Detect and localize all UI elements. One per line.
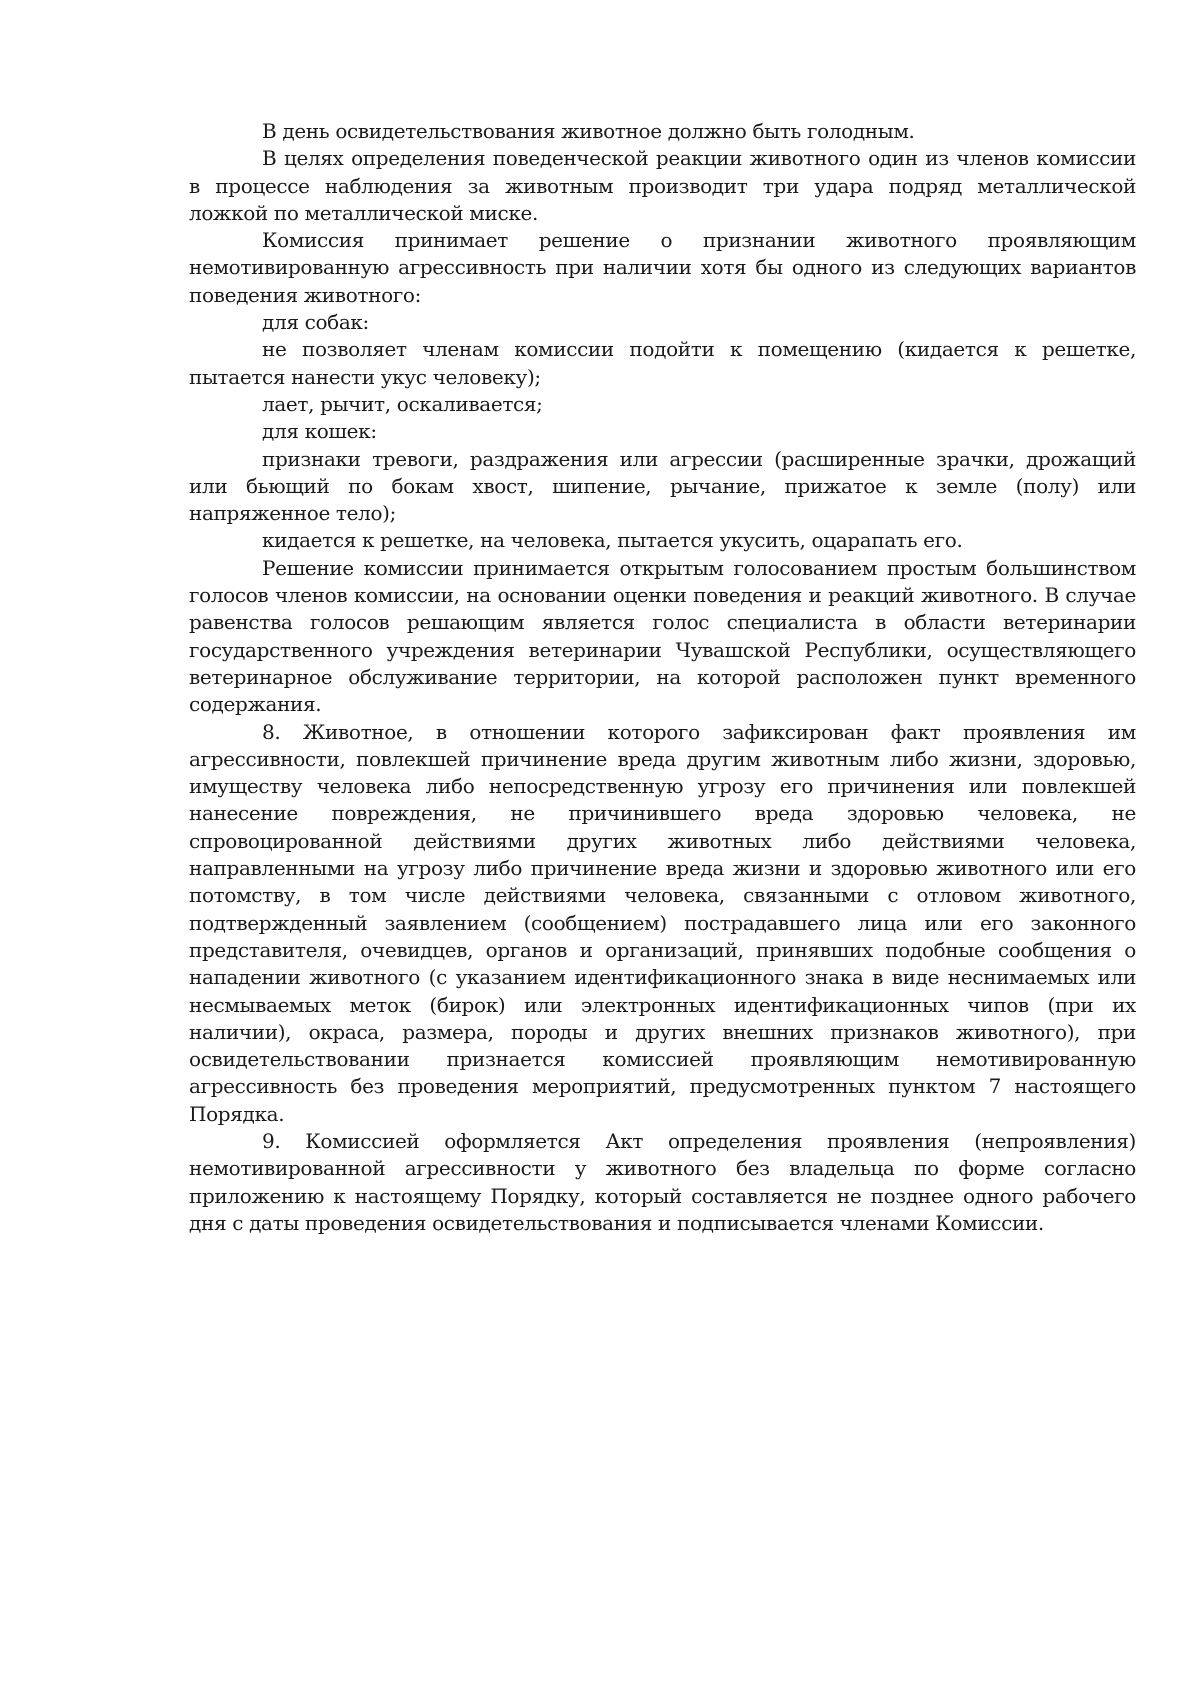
paragraph-cats-criterion-1: признаки тревоги, раздражения или агрессии (расширенные зрачки, дрожащий или бьющий по бокам хвост, шипение, рычание, прижатое к земле (полу) или напряженное тело); [189,446,1136,526]
paragraph-dogs-criterion-2: лает, рычит, оскаливается; [262,391,543,416]
paragraph-behavior-test: В целях определения поведенческой реакции животного один из членов комиссии в процессе наблюдения за животным производит три удара подряд металлической ложкой по металлической миске. [189,146,1136,225]
paragraph-commission-decision: Комиссия принимает решение о признании животного проявляющим немотивированную агрессивность при наличии хотя бы одного из следующих вариантов поведения животного: [189,228,1136,307]
paragraph-voting: Решение комиссии принимается открытым голосованием простым большинством голосов членов комиссии, на основании оценки поведения и реакций животного. В случае равенства голосов решающим является голос специалиста в области ветеринарии государственного учреждения ветеринарии Чувашской Республики, осуществляющего ветеринарное обслуживание территории, на которой расположен пункт временного содержания. [189,555,1136,717]
paragraph-item-9: 9. Комиссией оформляется Акт определения проявления (непроявления) немотивированной агрессивности у животного без владельца по форме согласно приложению к настоящему Порядку, который составляется не позднее одного рабочего дня с даты проведения освидетельствования и подписывается членами Комиссии. [189,1128,1136,1235]
document-page [189,118,1136,1237]
paragraph-cats-criterion-2: кидается к решетке, на человека, пытается укусить, оцарапать его. [262,528,963,553]
paragraph-item-8: 8. Животное, в отношении которого зафиксирован факт проявления им агрессивности, повлекшей причинение вреда другим животным либо жизни, здоровью, имуществу человека либо непосредственную угрозу его причинения или повлекшей нанесение повреждения, не причинившего вреда здоровью человека, не спровоцированной действиями других животных либо действиями человека, направленными на угрозу либо причинение вреда жизни и здоровью животного или его потомству, в том числе действиями человека, связанными с отловом животного, подтвержденный заявлением (сообщением) пострадавшего лица или его законного представителя, очевидцев, органов и организаций, принявших подобные сообщения о нападении животного (с указанием идентификационного знака в виде неснимаемых или несмываемых меток (бирок) или электронных идентификационных чипов (при их наличии), окраса, размера, породы и других внешних признаков животного), при освидетельствовании признается комиссией проявляющим немотивированную агрессивность без проведения мероприятий, предусмотренных пунктом 7 настоящего Порядка. [189,719,1136,1126]
paragraph-cats-heading: для кошек: [262,419,377,444]
paragraph-dogs-heading: для собак: [262,310,369,335]
paragraph-dogs-criterion-1: не позволяет членам комиссии подойти к помещению (кидается к решетке, пытается нанести укус человеку); [189,337,1136,389]
paragraph-hungry-animal: В день освидетельствования животное должно быть голодным. [262,119,915,143]
